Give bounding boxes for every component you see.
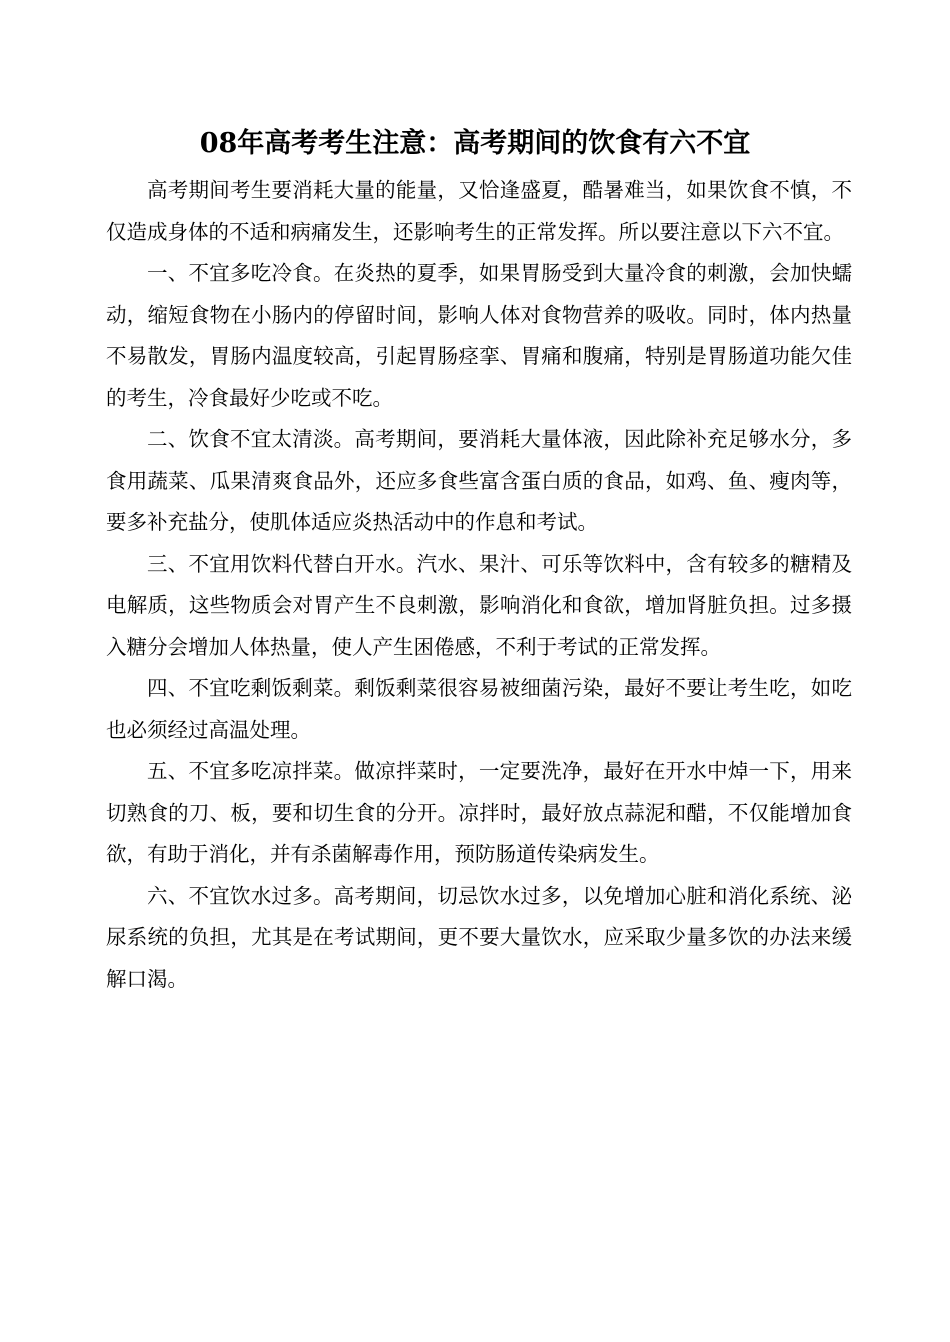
rule-paragraph-2: 二、饮食不宜太清淡。高考期间，要消耗大量体液，因此除补充足够水分，多食用蔬菜、瓜果清爽食品外，还应多食些富含蛋白质的食品，如鸡、鱼、瘦肉等，要多补充盐分，使肌体适应炎热活动中的作息和考试。: [106, 427, 852, 534]
document-body: [106, 170, 852, 1000]
document-title: 08年高考考生注意：高考期间的饮食有六不宜: [199, 128, 751, 159]
rule-paragraph-4: 四、不宜吃剩饭剩菜。剩饭剩菜很容易被细菌污染，最好不要让考生吃，如吃也必须经过高温处理。: [106, 676, 852, 742]
rule-paragraph-6: 六、不宜饮水过多。高考期间，切忌饮水过多，以免增加心脏和消化系统、泌尿系统的负担，尤其是在考试期间，更不要大量饮水，应采取少量多饮的办法来缓解口渴。: [106, 883, 852, 991]
rule-paragraph-3: 三、不宜用饮料代替白开水。汽水、果汁、可乐等饮料中，含有较多的糖精及电解质，这些物质会对胃产生不良刺激，影响消化和食欲，增加肾脏负担。过多摄入糖分会增加人体热量，使人产生困倦感，不利于考试的正常发挥。: [106, 551, 852, 659]
intro-paragraph: 高考期间考生要消耗大量的能量，又恰逢盛夏，酷暑难当，如果饮食不慎，不仅造成身体的不适和病痛发生，还影响考生的正常发挥。所以要注意以下六不宜。: [106, 178, 852, 244]
rule-paragraph-5: 五、不宜多吃凉拌菜。做凉拌菜时，一定要洗净，最好在开水中焯一下，用来切熟食的刀、板，要和切生食的分开。凉拌时，最好放点蒜泥和醋，不仅能增加食欲，有助于消化，并有杀菌解毒作用，预防肠道传染病发生。: [106, 759, 852, 866]
rule-paragraph-1: 一、不宜多吃冷食。在炎热的夏季，如果胃肠受到大量冷食的刺激，会加快蠕动，缩短食物在小肠内的停留时间，影响人体对食物营养的吸收。同时，体内热量不易散发，胃肠内温度较高，引起胃肠痉挛、胃痛和腹痛，特别是胃肠道功能欠佳的考生，冷食最好少吃或不吃。: [106, 261, 852, 410]
